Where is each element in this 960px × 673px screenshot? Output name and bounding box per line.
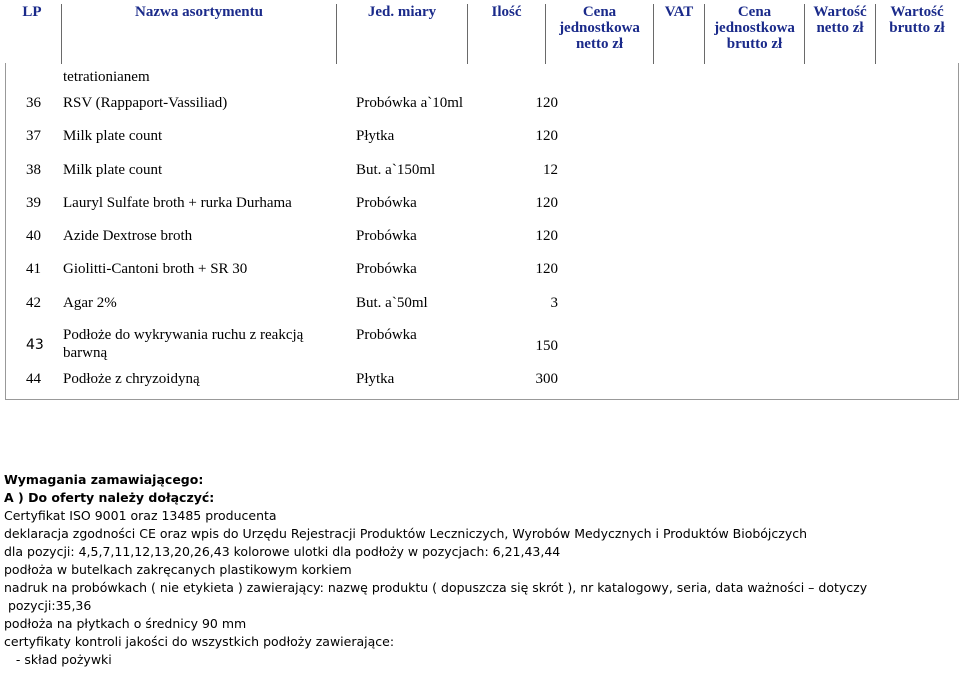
header-wartosc-brutto: Wartość brutto zł <box>889 4 945 36</box>
header-cena-brutto: Cena jednostkowa brutto zł <box>714 4 795 52</box>
requirement-line: podłoża na płytkach o średnicy 90 mm <box>4 616 247 631</box>
continuation-text: tetrationianem <box>63 69 150 85</box>
header-jed-miary: Jed. miary <box>367 4 437 20</box>
row-name: Agar 2% <box>63 295 117 311</box>
row-name: Milk plate count <box>63 128 163 144</box>
header-nazwa: Nazwa asortymentu <box>135 4 263 20</box>
row-lp: 37 <box>26 128 41 144</box>
items-table <box>5 63 959 400</box>
row-unit: But. a`150ml <box>356 162 436 178</box>
requirement-line: dla pozycji: 4,5,7,11,12,13,20,26,43 kolorowe ulotki dla podłoży w pozycjach: 6,21,43,44 <box>4 544 561 559</box>
row-name: Azide Dextrose broth <box>63 228 193 244</box>
requirement-line: certyfikaty kontroli jakości do wszystkich podłoży zawierające: <box>4 634 395 649</box>
row-lp: 41 <box>26 261 41 277</box>
row-lp: 43 <box>26 337 44 353</box>
header-wartosc-netto: Wartość netto zł <box>813 4 867 36</box>
row-qty: 120 <box>535 128 558 144</box>
row-lp: 44 <box>26 371 41 387</box>
requirements-section <box>4 471 954 669</box>
row-lp: 39 <box>26 195 41 211</box>
row-unit: Probówka <box>356 327 417 343</box>
row-name: RSV (Rappaport-Vassiliad) <box>63 95 228 111</box>
row-unit: Probówka <box>356 228 417 244</box>
requirement-line: - skład pożywki <box>4 652 112 667</box>
row-lp: 38 <box>26 162 41 178</box>
row-name: Giolitti-Cantoni broth + SR 30 <box>63 261 248 277</box>
row-qty: 12 <box>543 162 558 178</box>
row-unit: Płytka <box>356 371 395 387</box>
requirement-line: podłoża w butelkach zakręcanych plastikowym korkiem <box>4 562 352 577</box>
requirement-line: deklaracja zgodności CE oraz wpis do Urzędu Rejestracji Produktów Leczniczych, Wyrobów Medycznych i Produktów Biobójczych <box>4 526 808 541</box>
row-lp: 42 <box>26 295 41 311</box>
row-name-line2: barwną <box>63 345 108 361</box>
header-ilosc: Ilość <box>491 4 522 20</box>
row-name: Podłoże z chryzoidyną <box>63 371 200 387</box>
row-qty: 150 <box>535 338 558 354</box>
row-unit: Płytka <box>356 128 395 144</box>
row-qty: 120 <box>535 195 558 211</box>
header-lp: LP <box>22 4 42 20</box>
header-vat: VAT <box>664 4 694 20</box>
row-unit: Probówka <box>356 261 417 277</box>
row-name: Milk plate count <box>63 162 163 178</box>
row-name: Lauryl Sulfate broth + rurka Durhama <box>63 195 292 211</box>
table-header <box>3 4 958 64</box>
row-unit: But. a`50ml <box>356 295 428 311</box>
row-qty: 3 <box>550 295 558 311</box>
row-qty: 120 <box>535 261 558 277</box>
row-lp: 40 <box>26 228 41 244</box>
row-lp: 36 <box>26 95 41 111</box>
header-cena-netto: Cena jednostkowa netto zł <box>559 4 640 52</box>
row-name-line1: Podłoże do wykrywania ruchu z reakcją <box>63 327 304 343</box>
requirement-line: pozycji:35,36 <box>4 598 92 613</box>
row-qty: 120 <box>535 228 558 244</box>
row-unit: Probówka <box>356 195 417 211</box>
requirements-subtitle: A ) Do oferty należy dołączyć: <box>4 490 215 505</box>
row-qty: 120 <box>535 95 558 111</box>
requirement-line: Certyfikat ISO 9001 oraz 13485 producenta <box>4 508 277 523</box>
row-qty: 300 <box>535 371 558 387</box>
row-unit: Probówka a`10ml <box>356 95 464 111</box>
requirement-line: nadruk na probówkach ( nie etykieta ) zawierający: nazwę produktu ( dopuszcza się skrót ), nr katalogowy, seria, data ważności – dotyczy <box>4 580 868 595</box>
requirements-title: Wymagania zamawiającego: <box>4 472 204 487</box>
